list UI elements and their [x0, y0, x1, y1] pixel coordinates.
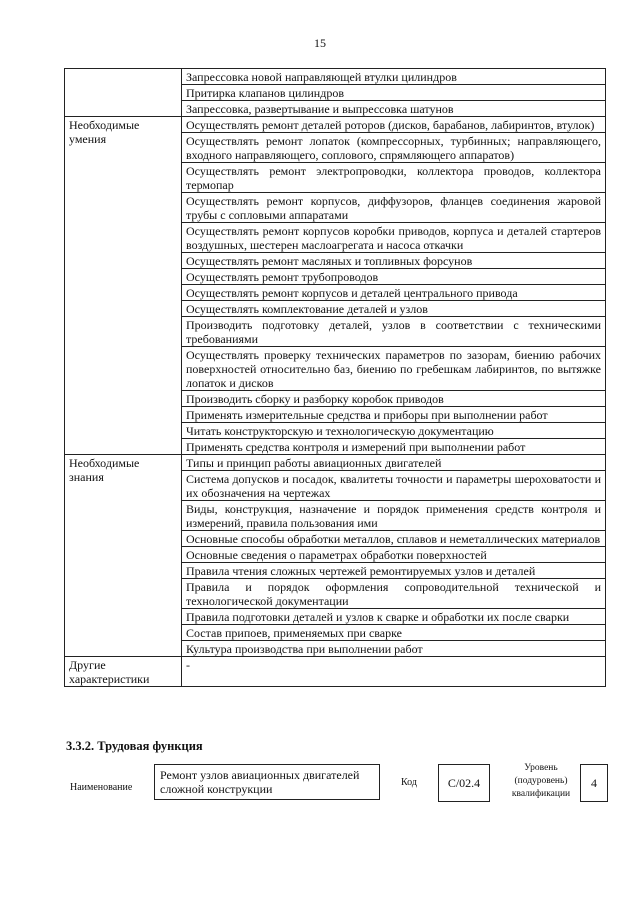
code-value-box: C/02.4 — [438, 764, 490, 802]
other-label: Другие характеристики — [65, 657, 182, 687]
table-cell: Правила и порядок оформления сопроводительной технической и технологической документации — [182, 579, 606, 609]
table-cell: Осуществлять ремонт деталей роторов (дисков, барабанов, лабиринтов, втулок) — [182, 117, 606, 133]
table-cell: Запрессовка, развертывание и выпрессовка шатунов — [182, 101, 606, 117]
level-label: Уровень (подуровень) квалификации — [511, 763, 571, 799]
knowledge-label: Необходимые знания — [65, 455, 182, 657]
table-cell: Притирка клапанов цилиндров — [182, 85, 606, 101]
section-title: 3.3.2. Трудовая функция — [66, 739, 203, 753]
table-cell: Читать конструкторскую и технологическую документацию — [182, 423, 606, 439]
table-cell: Осуществлять ремонт электропроводки, коллектора проводов, коллектора термопар — [182, 163, 606, 193]
table-cell: Осуществлять ремонт масляных и топливных форсунов — [182, 253, 606, 269]
table-cell: Применять средства контроля и измерений при выполнении работ — [182, 439, 606, 455]
table-cell: Осуществлять ремонт корпусов коробки приводов, корпуса и деталей стартеров воздушных, шестерен маслоагрегата и насоса откачки — [182, 223, 606, 253]
table-cell: Основные сведения о параметрах обработки поверхностей — [182, 547, 606, 563]
table-cell: Типы и принцип работы авиационных двигателей — [182, 455, 606, 471]
table-cell: - — [182, 657, 606, 687]
table-cell: Состав припоев, применяемых при сварке — [182, 625, 606, 641]
level-value-box: 4 — [580, 764, 608, 802]
table-cell: Запрессовка новой направляющей втулки цилиндров — [182, 69, 606, 85]
skills-label: Необходимые умения — [65, 117, 182, 455]
table-cell: Применять измерительные средства и приборы при выполнении работ — [182, 407, 606, 423]
table-cell: Осуществлять ремонт трубопроводов — [182, 269, 606, 285]
table-cell: Система допусков и посадок, квалитеты точности и параметры шероховатости и их обозначения на чертежах — [182, 471, 606, 501]
table-cell: Осуществлять комплектование деталей и узлов — [182, 301, 606, 317]
table-cell: Осуществлять ремонт корпусов, диффузоров, фланцев соединения жаровой трубы с сопловыми аппаратами — [182, 193, 606, 223]
table-cell: Осуществлять проверку технических параметров по зазорам, биению рабочих поверхностей относительно баз, биению по гребешкам лабиринтов, по вытяжке лопаток и дисков — [182, 347, 606, 391]
table-row — [65, 117, 606, 133]
table-row — [65, 455, 606, 471]
table-row — [65, 657, 606, 687]
table-cell: Производить сборку и разборку коробок приводов — [182, 391, 606, 407]
competency-table — [64, 68, 606, 687]
name-value-box: Ремонт узлов авиационных двигателей сложной конструкции — [154, 764, 380, 800]
table-cell: Виды, конструкция, назначение и порядок применения средств контроля и измерений, правила пользования ими — [182, 501, 606, 531]
code-label: Код — [401, 777, 417, 788]
name-label: Наименование — [70, 782, 133, 793]
row-label-empty — [65, 69, 182, 117]
table-row — [65, 69, 606, 85]
table-cell: Производить подготовку деталей, узлов в соответствии с техническими требованиями — [182, 317, 606, 347]
table-cell: Осуществлять ремонт корпусов и деталей центрального привода — [182, 285, 606, 301]
table-cell: Осуществлять ремонт лопаток (компрессорных, турбинных; направляющего, входного направляющего, соплового, спрямляющего аппаратов) — [182, 133, 606, 163]
page-number: 15 — [314, 36, 326, 50]
table-cell: Культура производства при выполнении работ — [182, 641, 606, 657]
table-cell: Правила чтения сложных чертежей ремонтируемых узлов и деталей — [182, 563, 606, 579]
labor-function-row — [66, 762, 606, 812]
table-cell: Правила подготовки деталей и узлов к сварке и обработки их после сварки — [182, 609, 606, 625]
table-cell: Основные способы обработки металлов, сплавов и неметаллических материалов — [182, 531, 606, 547]
